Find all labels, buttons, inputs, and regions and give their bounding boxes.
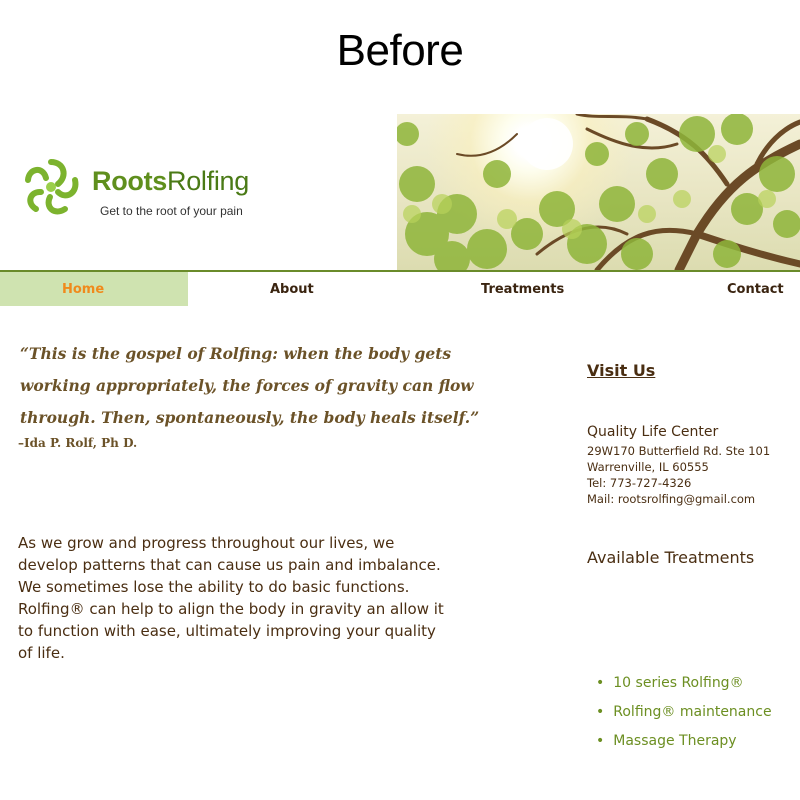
brand-name-bold: Roots bbox=[92, 166, 167, 196]
phone-number: Tel: 773-727-4326 bbox=[587, 476, 692, 490]
nav-home[interactable] bbox=[0, 272, 188, 306]
available-treatments-heading: Available Treatments bbox=[587, 548, 755, 567]
paragraph-line: We sometimes lose the ability to do basic functions. bbox=[18, 578, 410, 596]
paragraph-line: to function with ease, ultimately improving your quality bbox=[18, 622, 436, 640]
address-city: Warrenville, IL 60555 bbox=[587, 460, 709, 474]
list-item[interactable]: • Rolfing® maintenance bbox=[596, 701, 772, 730]
email-address: Mail: rootsrolfing@gmail.com bbox=[587, 492, 756, 506]
list-item[interactable]: • Massage Therapy bbox=[596, 730, 772, 759]
before-caption: Before bbox=[336, 26, 464, 75]
visit-us-heading[interactable]: Visit Us bbox=[587, 361, 656, 380]
paragraph-line: As we grow and progress throughout our lives, we bbox=[18, 534, 395, 552]
intro-paragraph bbox=[18, 532, 538, 664]
hero-tree-image bbox=[397, 114, 800, 270]
quote-line: working appropriately, the forces of gravity can flow bbox=[20, 376, 474, 395]
flower-logo-icon[interactable] bbox=[18, 154, 84, 220]
list-item[interactable]: • 10 series Rolfing® bbox=[596, 672, 772, 701]
address-line: 29W170 Butterfield Rd. Ste 101 bbox=[587, 444, 771, 458]
brand-name[interactable] bbox=[92, 166, 249, 197]
address-block bbox=[587, 443, 770, 507]
brand-name-regular: Rolfing bbox=[167, 166, 249, 196]
quote-author: –Ida P. Rolf, Ph D. bbox=[18, 436, 138, 450]
paragraph-line: of life. bbox=[18, 644, 65, 662]
nav-home-label: Home bbox=[62, 282, 105, 297]
quote-line: “This is the gospel of Rolfing: when the body gets bbox=[20, 344, 452, 363]
nav-contact[interactable]: Contact bbox=[727, 282, 784, 297]
main-nav bbox=[0, 270, 800, 307]
rolf-quote bbox=[20, 338, 540, 434]
treatment-list bbox=[596, 672, 772, 759]
paragraph-line: develop patterns that can cause us pain and imbalance. bbox=[18, 556, 441, 574]
tree-canopy-illustration bbox=[397, 114, 800, 270]
nav-treatments[interactable]: Treatments bbox=[481, 282, 565, 297]
nav-about[interactable]: About bbox=[270, 282, 314, 297]
center-name: Quality Life Center bbox=[587, 424, 719, 440]
paragraph-line: Rolfing® can help to align the body in gravity an allow it bbox=[18, 600, 444, 618]
tagline: Get to the root of your pain bbox=[100, 204, 243, 218]
quote-line: through. Then, spontaneously, the body heals itself.” bbox=[20, 408, 480, 427]
